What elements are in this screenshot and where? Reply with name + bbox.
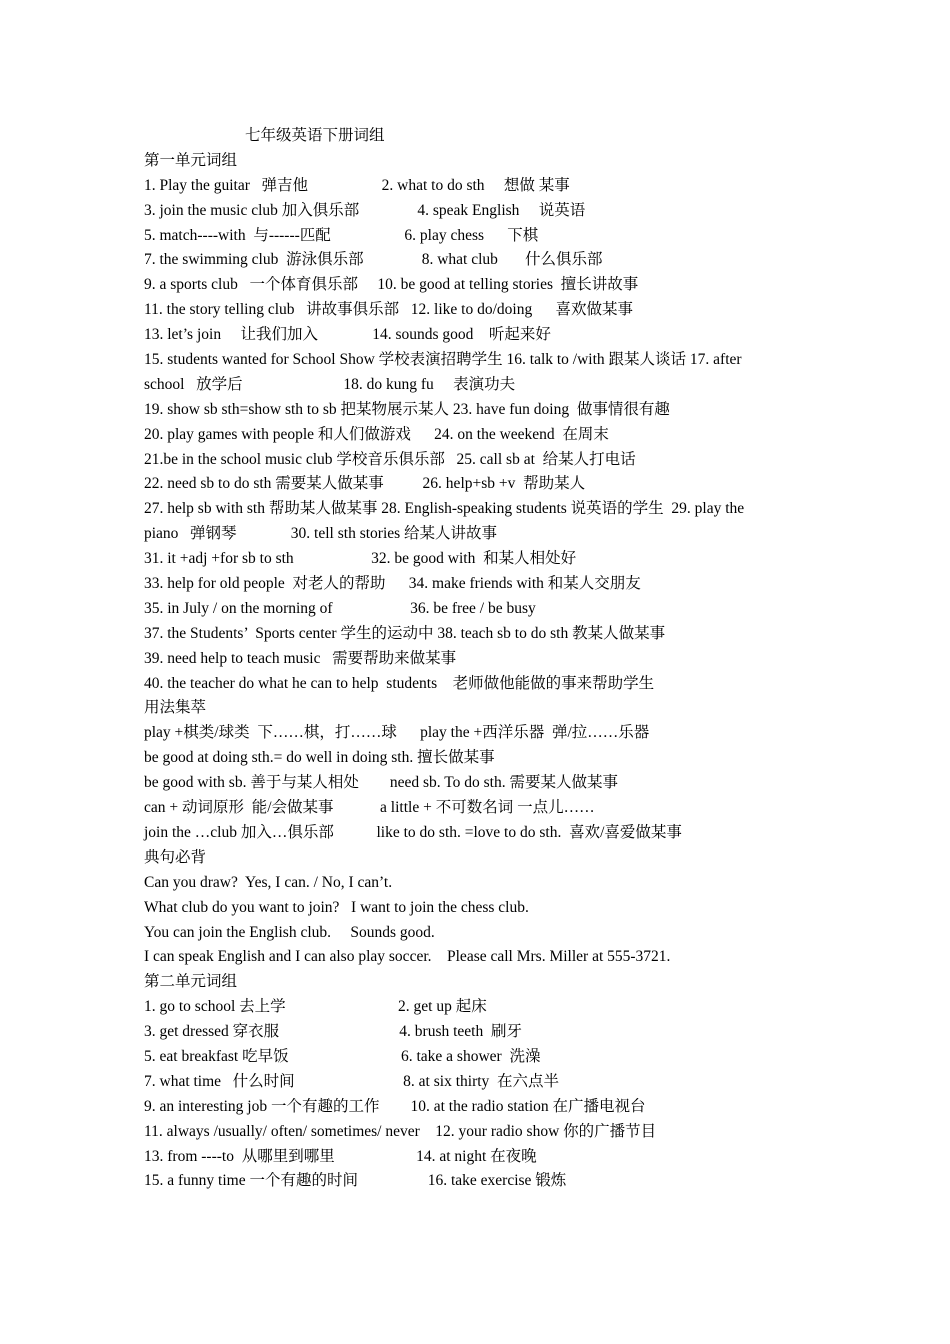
text-line: 13. let’s join 让我们加入 14. sounds good 听起来好 bbox=[144, 326, 551, 344]
text-line: 7. what time 什么时间 8. at six thirty 在六点半 bbox=[144, 1072, 560, 1090]
text-line: 35. in July / on the morning of 36. be free / be busy bbox=[144, 599, 536, 617]
text-line: 9. an interesting job 一个有趣的工作 10. at the radio station 在广播电视台 bbox=[144, 1097, 646, 1115]
text-line: 5. match----with 与------匹配 6. play chess 下棋 bbox=[144, 226, 539, 244]
text-line: join the …club 加入…俱乐部 like to do sth. =love to do sth. 喜欢/喜爱做某事 bbox=[144, 823, 682, 841]
text-line: 1. Play the guitar 弹吉他 2. what to do sth 想做 某事 bbox=[144, 176, 570, 194]
text-line: 31. it +adj +for sb to sth 32. be good with 和某人相处好 bbox=[144, 550, 577, 568]
text-line: can + 动词原形 能/会做某事 a little + 不可数名词 一点儿…… bbox=[144, 799, 595, 817]
text-line: 13. from ----to 从哪里到哪里 14. at night 在夜晚 bbox=[144, 1147, 537, 1165]
text-line: 典句必背 bbox=[144, 848, 207, 866]
text-line: 37. the Students’ Sports center 学生的运动中 38. teach sb to do sth 教某人做某事 bbox=[144, 624, 666, 642]
text-line: be good with sb. 善于与某人相处 need sb. To do sth. 需要某人做某事 bbox=[144, 774, 618, 792]
text-line: 7. the swimming club 游泳俱乐部 8. what club 什么俱乐部 bbox=[144, 251, 603, 269]
text-line: 40. the teacher do what he can to help students 老师做他能做的事来帮助学生 bbox=[144, 674, 655, 692]
text-line: be good at doing sth.= do well in doing sth. 擅长做某事 bbox=[144, 749, 495, 767]
text-line: 1. go to school 去上学 2. get up 起床 bbox=[144, 998, 487, 1016]
document-page bbox=[144, 124, 814, 1194]
text-line: 27. help sb with sth 帮助某人做某事 28. English-speaking students 说英语的学生 29. play the bbox=[144, 500, 745, 518]
text-line: What club do you want to join? I want to join the chess club. bbox=[144, 898, 529, 916]
text-line: 22. need sb to do sth 需要某人做某事 26. help+sb +v 帮助某人 bbox=[144, 475, 586, 493]
text-line: 3. join the music club 加入俱乐部 4. speak English 说英语 bbox=[144, 201, 586, 219]
text-line: 15. a funny time 一个有趣的时间 16. take exercise 锻炼 bbox=[144, 1172, 567, 1190]
text-line: You can join the English club. Sounds good. bbox=[144, 923, 435, 941]
text-line: 第二单元词组 bbox=[144, 973, 238, 991]
text-line: piano 弹钢琴 30. tell sth stories 给某人讲故事 bbox=[144, 525, 498, 543]
text-line: 39. need help to teach music 需要帮助来做某事 bbox=[144, 649, 457, 667]
text-line: 15. students wanted for School Show 学校表演招聘学生 16. talk to /with 跟某人谈话 17. after bbox=[144, 351, 742, 369]
text-line: 5. eat breakfast 吃早饭 6. take a shower 洗澡 bbox=[144, 1047, 541, 1065]
text-line: 11. the story telling club 讲故事俱乐部 12. like to do/doing 喜欢做某事 bbox=[144, 301, 633, 319]
text-line: 9. a sports club 一个体育俱乐部 10. be good at telling stories 擅长讲故事 bbox=[144, 276, 639, 294]
text-line: 20. play games with people 和人们做游戏 24. on the weekend 在周末 bbox=[144, 425, 609, 443]
text-line: 第一单元词组 bbox=[144, 151, 238, 169]
text-line: I can speak English and I can also play soccer. Please call Mrs. Miller at 555-3721. bbox=[144, 948, 671, 966]
document-body bbox=[144, 149, 814, 1194]
text-line: 33. help for old people 对老人的帮助 34. make friends with 和某人交朋友 bbox=[144, 575, 641, 593]
text-line: 21.be in the school music club 学校音乐俱乐部 25. call sb at 给某人打电话 bbox=[144, 450, 636, 468]
document-title: 七年级英语下册词组 bbox=[245, 127, 385, 144]
text-line: play +棋类/球类 下……棋，打……球 play the +西洋乐器 弹/拉……乐器 bbox=[144, 724, 650, 742]
text-line: Can you draw? Yes, I can. / No, I can’t. bbox=[144, 873, 393, 891]
text-line: school 放学后 18. do kung fu 表演功夫 bbox=[144, 375, 516, 393]
text-line: 11. always /usually/ often/ sometimes/ never 12. your radio show 你的广播节目 bbox=[144, 1122, 657, 1140]
text-line: 19. show sb sth=show sth to sb 把某物展示某人 23. have fun doing 做事情很有趣 bbox=[144, 400, 670, 418]
text-line: 用法集萃 bbox=[144, 699, 207, 717]
text-line: 3. get dressed 穿衣服 4. brush teeth 刷牙 bbox=[144, 1023, 522, 1041]
